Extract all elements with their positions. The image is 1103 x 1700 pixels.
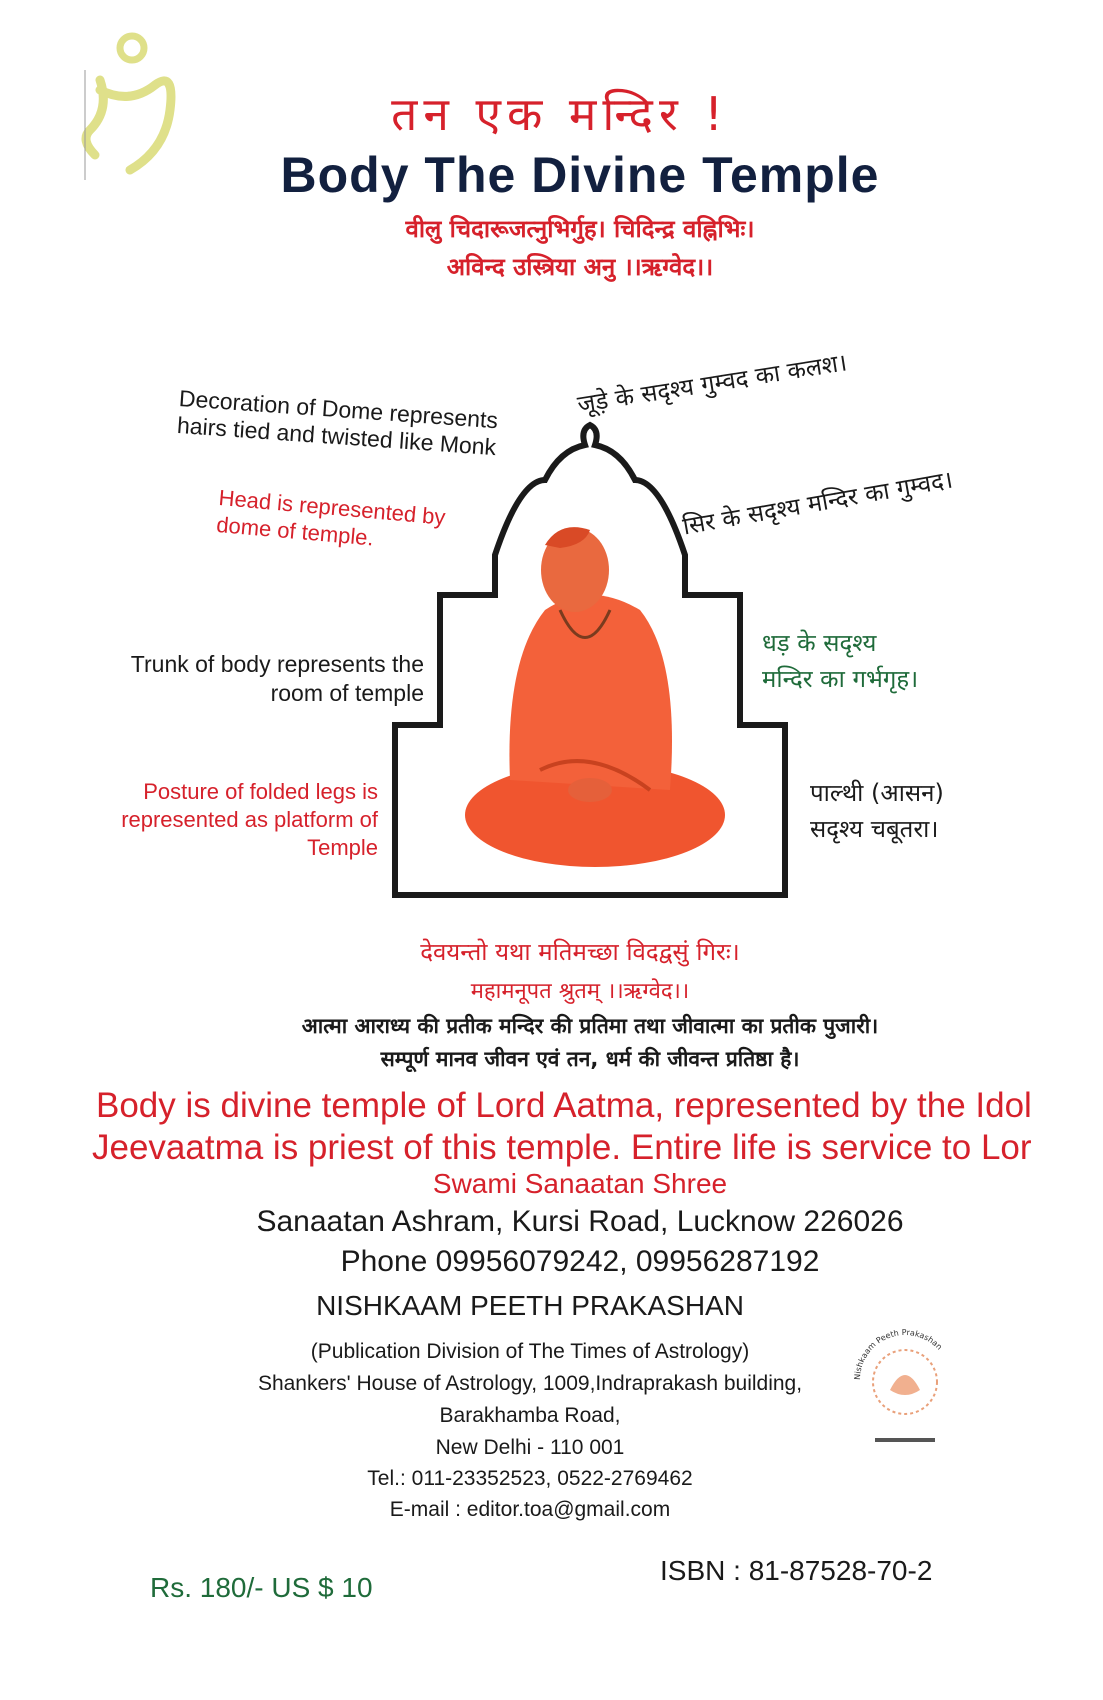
hindi-body-line-2: सम्पूर्ण मानव जीवन एवं तन, धर्म की जीवन्त प्रतिष्ठा है।	[380, 1047, 800, 1071]
publisher-division: (Publication Division of The Times of Astrology)	[310, 1340, 750, 1363]
price: Rs. 180/- US $ 10	[150, 1572, 373, 1603]
label-posture-hindi	[810, 775, 1050, 847]
author-name: Swami Sanaatan Shree	[432, 1168, 728, 1199]
label-decoration-hindi: जूड़े के सदृश्य गुम्वद का कलश।	[575, 348, 849, 419]
label-trunk-english: Trunk of body represents the room of temple	[130, 651, 424, 706]
isbn: ISBN : 81-87528-70-2	[660, 1555, 933, 1586]
seal-text: Nishkaam Peeth Prakashan	[852, 1327, 944, 1381]
sloka-line-1: देवयन्तो यथा मतिमच्छा विदद्वसुं गिरः।	[420, 938, 740, 966]
author-phone: Phone 09956079242, 09956287192	[340, 1245, 820, 1278]
label-posture-english: Posture of folded legs is represented as platform of Temple	[121, 779, 378, 860]
hindi-body-line-1: आत्मा आराध्य की प्रतीक मन्दिर की प्रतिमा तथा जीवात्मा का प्रतीक पुजारी।	[301, 1014, 879, 1038]
author-address: Sanaatan Ashram, Kursi Road, Lucknow 226026	[256, 1205, 904, 1238]
trunk-hindi-line-2: मन्दिर का गर्भगृह।	[762, 665, 919, 693]
publisher-tel: Tel.: 011-23352523, 0522-2769462	[367, 1467, 693, 1490]
svg-text:Nishkaam Peeth Prakashan	[853, 1328, 944, 1380]
publisher-seal-logo	[840, 1300, 970, 1460]
label-head-hindi: सिर के सदृश्य मन्दिर का गुम्वद।	[680, 465, 955, 541]
english-body-line-2: Jeevaatma is priest of this temple. Entire life is service to Lor	[92, 1128, 1032, 1167]
label-trunk-hindi	[762, 625, 1002, 697]
publisher-email: E-mail : editor.toa@gmail.com	[389, 1498, 671, 1521]
title-english: Body The Divine Temple	[280, 147, 880, 203]
posture-hindi-line-1: पाल्थी (आसन)	[810, 779, 944, 807]
publisher-name: NISHKAAM PEETH PRAKASHAN	[316, 1290, 744, 1321]
trunk-hindi-line-1: धड़ के सदृश्य	[762, 629, 877, 657]
posture-hindi-line-2: सदृश्य चबूतरा।	[810, 815, 939, 843]
mantra-line-2: अविन्द उस्त्रिया अनु ।।ऋग्वेद।।	[446, 253, 714, 281]
label-decoration-english: Decoration of Dome represents hairs tied and twisted like Monk	[176, 385, 499, 461]
publisher-address-line-2: Barakhamba Road,	[439, 1404, 621, 1427]
title-hindi: तन एक मन्दिर !	[391, 87, 729, 141]
sloka-line-2: महामनूपत श्रुतम् ।।ऋग्वेद।।	[470, 979, 690, 1004]
english-body-line-1: Body is divine temple of Lord Aatma, represented by the Idol	[96, 1086, 1032, 1125]
label-head-english: Head is represented by dome of temple.	[215, 484, 447, 551]
publisher-address-line-1: Shankers' House of Astrology, 1009,Indraprakash building,	[257, 1372, 803, 1395]
publisher-address-line-3: New Delhi - 110 001	[435, 1436, 625, 1459]
mantra-line-1: वीलु चिदारूजत्नुभिर्गुह। चिदिन्द्र वह्निभिः।	[405, 215, 755, 243]
